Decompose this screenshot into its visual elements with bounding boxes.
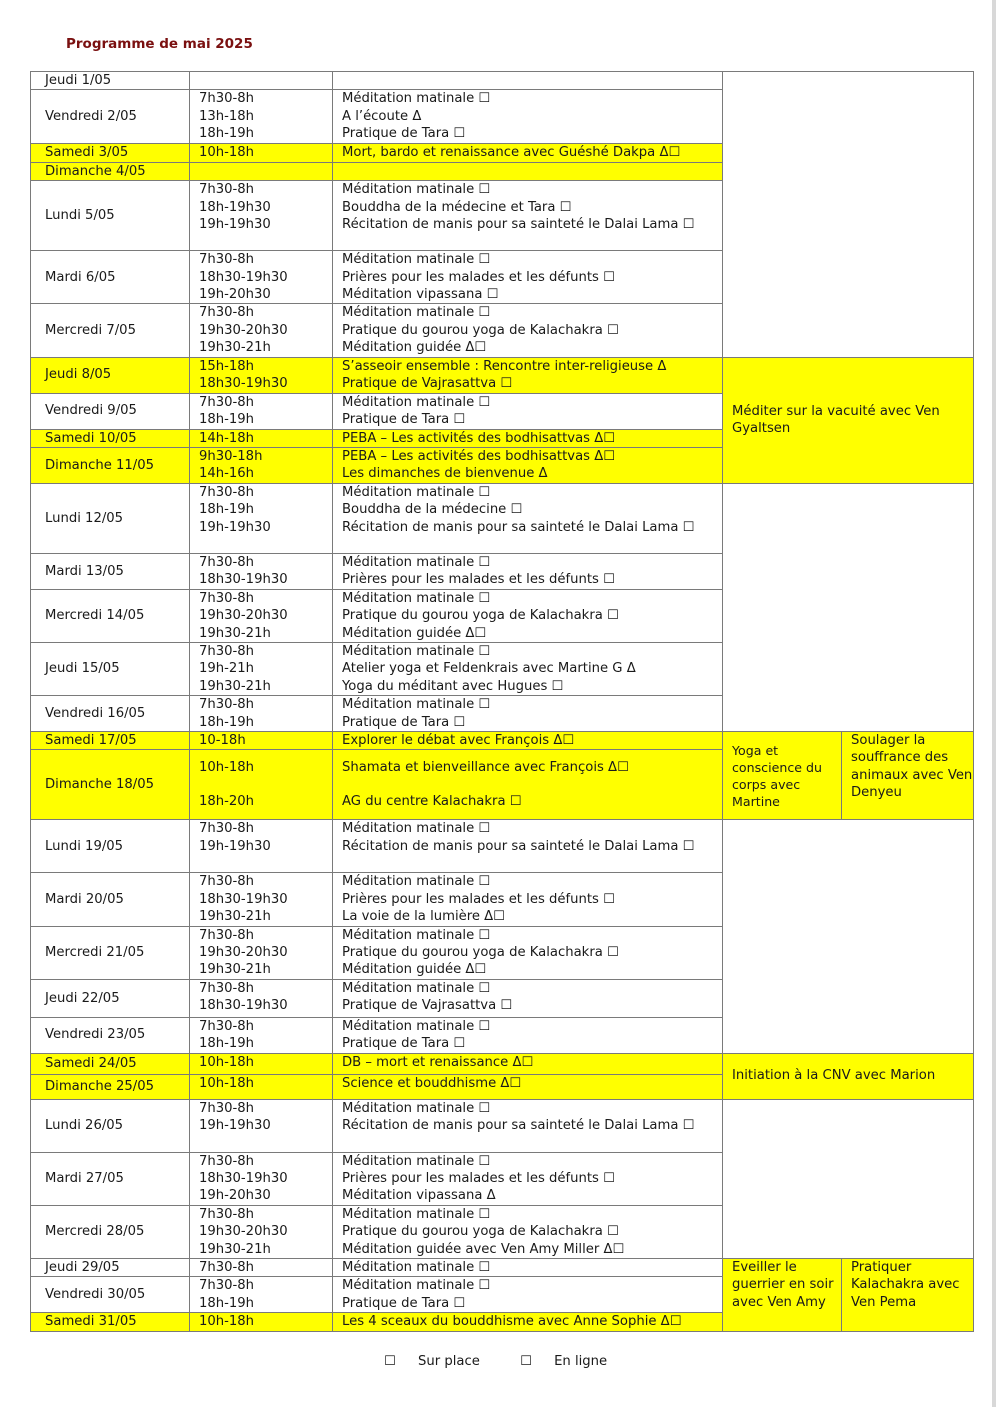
activities-cell [333,144,723,162]
activity: Méditation matinale ☐ [342,590,491,606]
activities-cell [333,483,723,553]
time-slot: 7h30-8h [199,1018,255,1034]
activities-cell [333,1099,723,1152]
day-label: Dimanche 11/05 [31,448,190,484]
activity: Prières pour les malades et les défunts ☐ [342,572,615,588]
activity: AG du centre Kalachakra ☐ [342,794,522,810]
time-slot: 19h30-20h30 [199,944,288,960]
day-label: Mercredi 14/05 [31,589,190,642]
time-slot: 7h30-8h [199,874,255,890]
times-cell [190,553,333,589]
times-cell [190,1053,333,1074]
activity: Prières pour les malades et les défunts ☐ [342,891,615,907]
activity: Méditation vipassana ☐ [342,287,499,303]
times-cell [190,873,333,926]
time-slot: 18h30-19h30 [199,891,288,907]
day-label: Lundi 12/05 [31,483,190,553]
activity: Méditation matinale ☐ [342,643,491,659]
time-slot: 18h-20h [199,794,255,810]
time-slot: 18h30-19h30 [199,1171,288,1186]
activity: DB – mort et renaissance Δ☐ [342,1054,534,1070]
empty-cell [723,820,974,1053]
activity: Pratique de Tara ☐ [342,1295,466,1311]
activities-cell [333,1053,723,1074]
activity: Méditation matinale ☐ [342,305,491,321]
workshop-cell: Initiation à la CNV avec Marion [723,1053,974,1099]
activity: Pratique du gourou yoga de Kalachakra ☐ [342,1224,619,1240]
activity: Pratique de Tara ☐ [342,412,466,428]
time-slot: 10-18h [199,732,246,748]
times-cell [190,162,333,180]
time-slot: 14h-16h [199,466,255,482]
day-label: Jeudi 8/05 [31,357,190,393]
activity: Pratique de Tara ☐ [342,714,466,730]
time-slot: 18h-19h [199,1036,255,1052]
time-slot: 13h-18h [199,108,255,124]
activity: Méditation matinale ☐ [342,1278,491,1294]
times-cell [190,1313,333,1331]
day-label: Dimanche 4/05 [31,162,190,180]
workshop-cell: Eveiller le guerrier en soir avec Ven Amy [723,1259,842,1332]
activities-cell [333,72,723,90]
time-slot: 7h30-8h [199,1260,255,1276]
activity: Atelier yoga et Feldenkrais avec Martine G Δ [342,661,636,677]
day-label: Lundi 5/05 [31,181,190,251]
times-cell [190,589,333,642]
activity: Méditation matinale ☐ [342,980,491,996]
day-label: Vendredi 23/05 [31,1017,190,1053]
time-slot: 7h30-8h [199,554,255,570]
activity: Les 4 sceaux du bouddhisme avec Anne Sophie Δ☐ [342,1314,682,1330]
time-slot: 18h-19h [199,714,255,730]
activity: Mort, bardo et renaissance avec Guéshé Dakpa Δ☐ [342,145,681,161]
day-label: Samedi 24/05 [31,1053,190,1074]
schedule-table [30,71,974,1332]
times-cell [190,750,333,820]
times-cell [190,90,333,144]
activity: Méditation matinale ☐ [342,91,491,107]
time-slot: 19h-19h30 [199,838,271,854]
times-cell [190,926,333,979]
times-cell [190,448,333,484]
legend [384,1354,643,1369]
day-label: Mardi 13/05 [31,553,190,589]
day-label: Mardi 20/05 [31,873,190,926]
time-slot: 18h-19h [199,502,255,518]
activity: Pratique du gourou yoga de Kalachakra ☐ [342,608,619,624]
activity: Méditation guidée Δ☐ [342,962,487,978]
times-cell [190,1074,333,1099]
time-slot: 7h30-8h [199,980,255,996]
day-label: Vendredi 16/05 [31,696,190,732]
time-slot: 7h30-8h [199,927,255,943]
day-label: Jeudi 29/05 [31,1259,190,1277]
times-cell [190,1259,333,1277]
times-cell [190,429,333,447]
time-slot: 19h30-21h [199,625,271,641]
activity: Méditation matinale ☐ [342,1260,491,1276]
activity: Science et bouddhisme Δ☐ [342,1075,522,1091]
activity: Méditation matinale ☐ [342,874,491,890]
activity: Méditation guidée Δ☐ [342,625,487,641]
day-label: Samedi 3/05 [31,144,190,162]
activities-cell [333,589,723,642]
time-slot: 7h30-8h [199,182,255,198]
time-slot: 19h-19h30 [199,519,271,535]
activity: PEBA – Les activités des bodhisattvas Δ☐ [342,449,616,465]
time-slot: 19h-20h30 [199,287,271,303]
activity: Méditation matinale ☐ [342,1206,491,1222]
time-slot: 19h30-21h [199,1241,271,1257]
activities-cell [333,393,723,429]
workshop-cell: Pratiquer Kalachakra avec Ven Pema [842,1259,974,1332]
activity: Récitation de manis pour sa sainteté le Dalai Lama ☐ [342,519,695,535]
activities-cell [333,553,723,589]
times-cell [190,1017,333,1053]
time-slot: 10h-18h [199,1054,255,1070]
day-label: Mercredi 21/05 [31,926,190,979]
activity: Récitation de manis pour sa sainteté le Dalai Lama ☐ [342,838,695,854]
time-slot: 19h-21h [199,661,255,677]
activity: Méditation matinale ☐ [342,1153,491,1169]
times-cell [190,393,333,429]
activity: Yoga du méditant avec Hugues ☐ [342,678,564,694]
time-slot: 7h30-8h [199,643,255,659]
time-slot: 19h30-21h [199,678,271,694]
times-cell [190,979,333,1017]
day-row [31,731,974,749]
time-slot: 19h-19h30 [199,1118,271,1133]
time-slot: 18h30-19h30 [199,998,288,1014]
times-cell [190,144,333,162]
day-label: Vendredi 30/05 [31,1277,190,1313]
legend-onsite-label: Sur place [418,1354,480,1369]
box-icon: ☐ [520,1354,532,1369]
activities-cell [333,429,723,447]
activity: Pratique du gourou yoga de Kalachakra ☐ [342,322,619,338]
activities-cell [333,90,723,144]
day-row [31,1053,974,1074]
times-cell [190,696,333,732]
activities-cell [333,162,723,180]
activity: Bouddha de la médecine et Tara ☐ [342,199,572,215]
day-row [31,357,974,393]
activity: Pratique du gourou yoga de Kalachakra ☐ [342,944,619,960]
time-slot: 7h30-8h [199,697,255,713]
time-slot: 7h30-8h [199,821,255,837]
times-cell [190,304,333,357]
time-slot: 10h-18h [199,759,255,775]
day-label: Mardi 27/05 [31,1152,190,1205]
day-row [31,1099,974,1152]
day-label: Jeudi 15/05 [31,642,190,695]
empty-cell [723,1099,974,1258]
activity: Méditation matinale ☐ [342,394,491,410]
day-label: Jeudi 22/05 [31,979,190,1017]
page-edge [992,0,996,1407]
empty-cell [723,72,974,358]
activities-cell [333,1277,723,1313]
times-cell [190,1152,333,1205]
time-slot: 19h-19h30 [199,217,271,233]
times-cell [190,820,333,873]
workshop-cell: Soulager la souffrance des animaux avec Ven Denyeu [842,731,974,819]
activity: La voie de la lumière Δ☐ [342,909,506,925]
activity: Méditation matinale ☐ [342,554,491,570]
activity: Méditation matinale ☐ [342,927,491,943]
time-slot: 19h30-21h [199,340,271,356]
legend-onsite [384,1354,498,1369]
times-cell [190,72,333,90]
day-label: Samedi 31/05 [31,1313,190,1331]
activity: S’asseoir ensemble : Rencontre inter-religieuse Δ [342,358,667,374]
activity: PEBA – Les activités des bodhisattvas Δ☐ [342,430,616,446]
day-row [31,72,974,90]
time-slot: 19h-20h30 [199,1188,271,1204]
activity: Récitation de manis pour sa sainteté le Dalai Lama ☐ [342,217,695,233]
day-label: Vendredi 2/05 [31,90,190,144]
activity: Méditation matinale ☐ [342,252,491,268]
page-title: Programme de mai 2025 [66,36,253,52]
day-label: Jeudi 1/05 [31,72,190,90]
activities-cell [333,926,723,979]
box-icon: ☐ [384,1354,396,1369]
time-slot: 18h-19h [199,412,255,428]
time-slot: 7h30-8h [199,484,255,500]
activities-cell [333,1074,723,1099]
activities-cell [333,357,723,393]
time-slot: 7h30-8h [199,394,255,410]
activity: Méditation matinale ☐ [342,182,491,198]
activity: Méditation matinale ☐ [342,484,491,500]
activity: Récitation de manis pour sa sainteté le Dalai Lama ☐ [342,1118,695,1133]
activities-cell [333,1017,723,1053]
time-slot: 19h30-20h30 [199,322,288,338]
time-slot: 19h30-20h30 [199,608,288,624]
times-cell [190,642,333,695]
time-slot: 9h30-18h [199,449,263,465]
day-label: Vendredi 9/05 [31,393,190,429]
time-slot: 18h30-19h30 [199,572,288,588]
activities-cell [333,642,723,695]
time-slot: 19h30-21h [199,962,271,978]
day-label: Mardi 6/05 [31,251,190,304]
activities-cell [333,873,723,926]
time-slot: 7h30-8h [199,91,255,107]
times-cell [190,1205,333,1258]
activities-cell [333,304,723,357]
day-label: Lundi 26/05 [31,1099,190,1152]
activity: A l’écoute Δ [342,108,422,124]
times-cell [190,251,333,304]
activity: Prières pour les malades et les défunts ☐ [342,1171,615,1186]
activities-cell [333,1313,723,1331]
times-cell [190,181,333,251]
time-slot: 7h30-8h [199,305,255,321]
day-label: Samedi 10/05 [31,429,190,447]
workshop-cell: Méditer sur la vacuité avec Ven Gyaltsen [723,357,974,483]
activity: Méditation guidée Δ☐ [342,340,487,356]
time-slot: 19h30-21h [199,909,271,925]
activity: Les dimanches de bienvenue Δ [342,466,548,482]
time-slot: 18h-19h [199,1295,255,1311]
time-slot: 10h-18h [199,1075,255,1091]
times-cell [190,1277,333,1313]
time-slot: 7h30-8h [199,1100,255,1116]
day-row [31,820,974,873]
time-slot: 7h30-8h [199,1153,255,1169]
activities-cell [333,1205,723,1258]
legend-online [520,1354,625,1369]
day-label: Samedi 17/05 [31,731,190,749]
day-label: Dimanche 25/05 [31,1074,190,1099]
empty-cell [723,483,974,731]
activities-cell [333,1259,723,1277]
activities-cell [333,979,723,1017]
activity: Pratique de Tara ☐ [342,126,466,142]
activities-cell [333,448,723,484]
activity: Shamata et bienveillance avec François Δ☐ [342,759,629,775]
day-label: Dimanche 18/05 [31,750,190,820]
activity: Pratique de Vajrasattva ☐ [342,998,513,1014]
activities-cell [333,731,723,749]
time-slot: 18h30-19h30 [199,269,288,285]
times-cell [190,357,333,393]
activity: Bouddha de la médecine ☐ [342,502,523,518]
time-slot: 18h-19h [199,126,255,142]
time-slot: 18h-19h30 [199,199,271,215]
activity: Méditation vipassana Δ [342,1188,496,1204]
activities-cell [333,696,723,732]
times-cell [190,731,333,749]
activities-cell [333,251,723,304]
workshop-cell: Yoga et conscience du corps avec Martine [723,731,842,819]
time-slot: 14h-18h [199,430,255,446]
day-label: Mercredi 28/05 [31,1205,190,1258]
activities-cell [333,1152,723,1205]
day-label: Mercredi 7/05 [31,304,190,357]
activity: Pratique de Vajrasattva ☐ [342,376,513,392]
activity: Pratique de Tara ☐ [342,1036,466,1052]
time-slot: 15h-18h [199,358,255,374]
times-cell [190,1099,333,1152]
activity: Explorer le débat avec François Δ☐ [342,732,575,748]
day-label: Lundi 19/05 [31,820,190,873]
legend-online-label: En ligne [554,1354,608,1369]
time-slot: 10h-18h [199,1314,255,1330]
activity: Méditation matinale ☐ [342,821,491,837]
day-row [31,483,974,553]
time-slot: 19h30-20h30 [199,1224,288,1240]
activities-cell [333,750,723,820]
time-slot: 10h-18h [199,145,255,161]
time-slot: 7h30-8h [199,252,255,268]
time-slot: 7h30-8h [199,590,255,606]
time-slot: 7h30-8h [199,1278,255,1294]
activity: Méditation guidée avec Ven Amy Miller Δ☐ [342,1241,625,1257]
activity: Méditation matinale ☐ [342,1018,491,1034]
activity: Prières pour les malades et les défunts ☐ [342,269,615,285]
activities-cell [333,820,723,873]
time-slot: 18h30-19h30 [199,376,288,392]
activities-cell [333,181,723,251]
activity: Méditation matinale ☐ [342,697,491,713]
times-cell [190,483,333,553]
day-row [31,1259,974,1277]
time-slot: 7h30-8h [199,1206,255,1222]
activity: Méditation matinale ☐ [342,1100,491,1116]
